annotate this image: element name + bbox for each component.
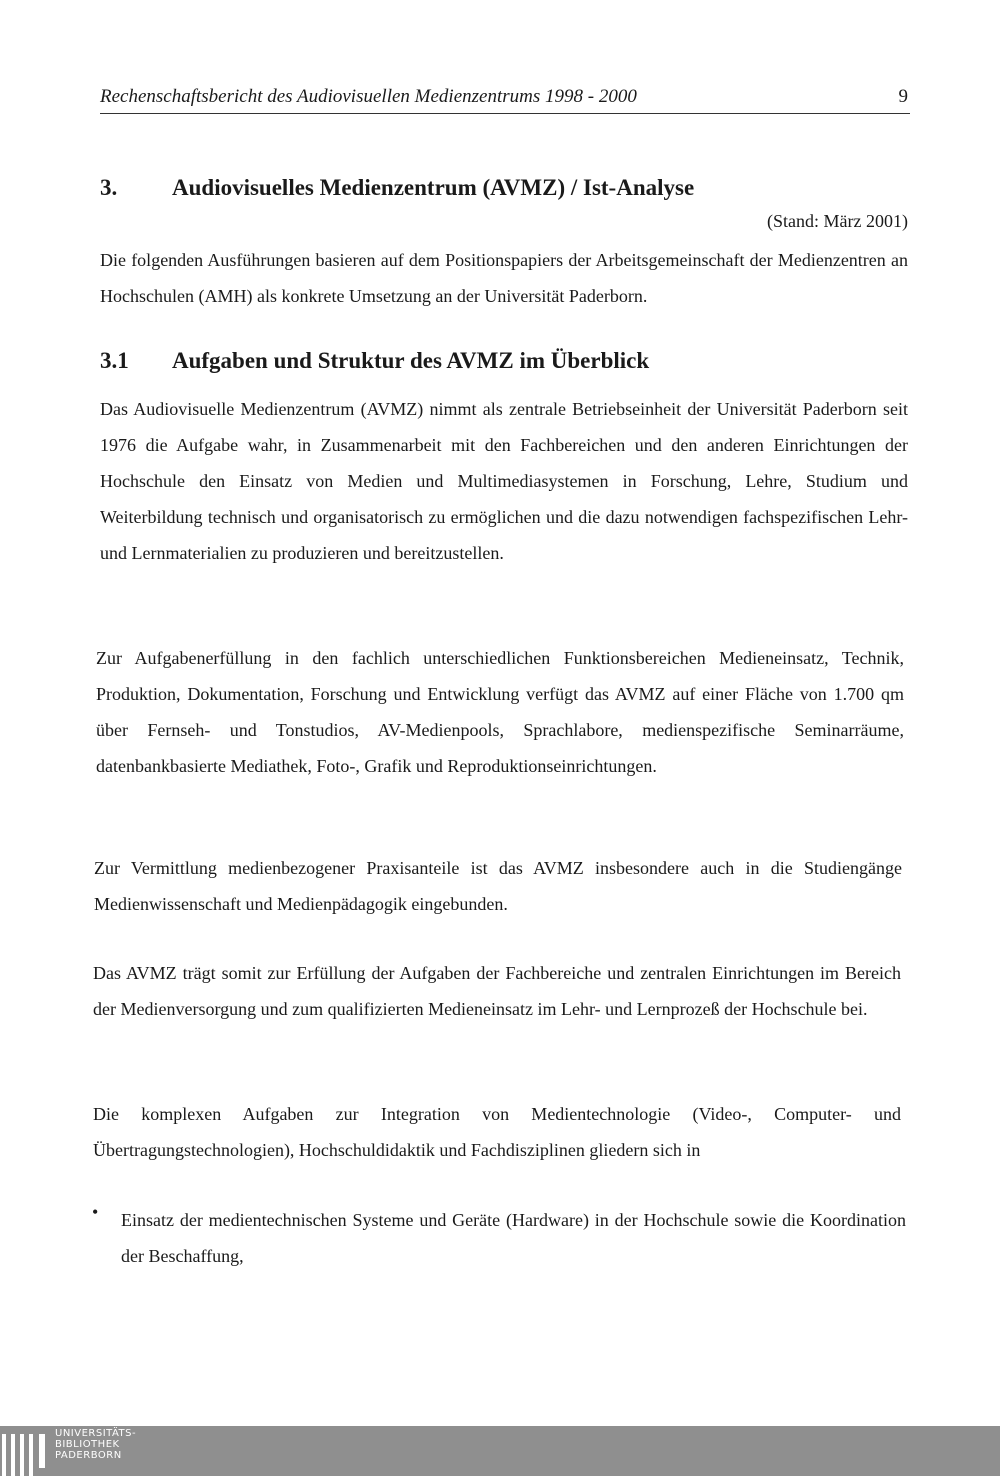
running-header-title: Rechenschaftsbericht des Audiovisuellen Medienzentrums 1998 - 2000 bbox=[100, 86, 637, 107]
logo-line: PADERBORN bbox=[55, 1450, 122, 1461]
bullet-marker: • bbox=[92, 1202, 99, 1222]
paragraph: Die komplexen Aufgaben zur Integration von Medientechnologie (Video-, Computer- und Übertragungstechnologien), Hochschuldidaktik und Fachdisziplinen gliedern sich in bbox=[93, 1104, 901, 1160]
library-logo-text bbox=[55, 1428, 136, 1461]
running-header bbox=[100, 84, 910, 114]
bullet-item bbox=[92, 1202, 906, 1274]
section-title: Audiovisuelles Medienzentrum (AVMZ) / Ist-Analyse bbox=[172, 175, 695, 200]
section-heading bbox=[100, 173, 908, 203]
logo-line: BIBLIOTHEK bbox=[55, 1439, 120, 1450]
bullet-text: Einsatz der medientechnischen Systeme und Geräte (Hardware) in der Hochschule sowie die Koordination der Beschaffung, bbox=[121, 1210, 906, 1266]
subsection-heading bbox=[100, 346, 908, 376]
paragraph: Das AVMZ trägt somit zur Erfüllung der Aufgaben der Fachbereiche und zentralen Einrichtungen im Bereich der Medienversorgung und zum qualifizierten Medieneinsatz im Lehr- und Lernprozeß der Hochschule bei. bbox=[93, 963, 901, 1019]
section-number: 3. bbox=[100, 175, 118, 200]
logo-line: UNIVERSITÄTS- bbox=[55, 1428, 137, 1439]
paragraph: Zur Aufgabenerfüllung in den fachlich unterschiedlichen Funktionsbereichen Medieneinsatz, Technik, Produktion, Dokumentation, Forschung und Entwicklung verfügt das AVMZ auf einer Fläche von 1.700 qm über Fernseh- und Tonstudios, AV-Medienpools, Sprachlabore, medienspezifische Seminarräume, datenbankbasierte Mediathek, Foto-, Grafik und Reproduktionseinrichtungen. bbox=[96, 648, 904, 776]
subsection-title: Aufgaben und Struktur des AVMZ im Überblick bbox=[172, 348, 650, 373]
page-number: 9 bbox=[898, 86, 908, 107]
intro-paragraph: Die folgenden Ausführungen basieren auf dem Positionspapiers der Arbeitsgemeinschaft der Medienzentren an Hochschulen (AMH) als konkrete Umsetzung an der Universität Paderborn. bbox=[100, 250, 908, 306]
stand-date: (Stand: März 2001) bbox=[767, 211, 908, 231]
paragraph: Zur Vermittlung medienbezogener Praxisanteile ist das AVMZ insbesondere auch in die Studiengänge Medienwissenschaft und Medienpädagogik eingebunden. bbox=[94, 858, 902, 914]
subsection-number: 3.1 bbox=[100, 348, 129, 373]
library-footer bbox=[0, 1426, 1000, 1476]
paragraph: Das Audiovisuelle Medienzentrum (AVMZ) nimmt als zentrale Betriebseinheit der Universität Paderborn seit 1976 die Aufgabe wahr, in Zusammenarbeit mit den Fachbereichen und den anderen Einrichtungen der Hochschule den Einsatz von Medien und Multimediasystemen in Forschung, Lehre, Studium und Weiterbildung technisch und organisatorisch zu ermöglichen und die dazu notwendigen fachspezifischen Lehr- und Lernmaterialien zu produzieren und bereitzustellen. bbox=[100, 399, 908, 563]
